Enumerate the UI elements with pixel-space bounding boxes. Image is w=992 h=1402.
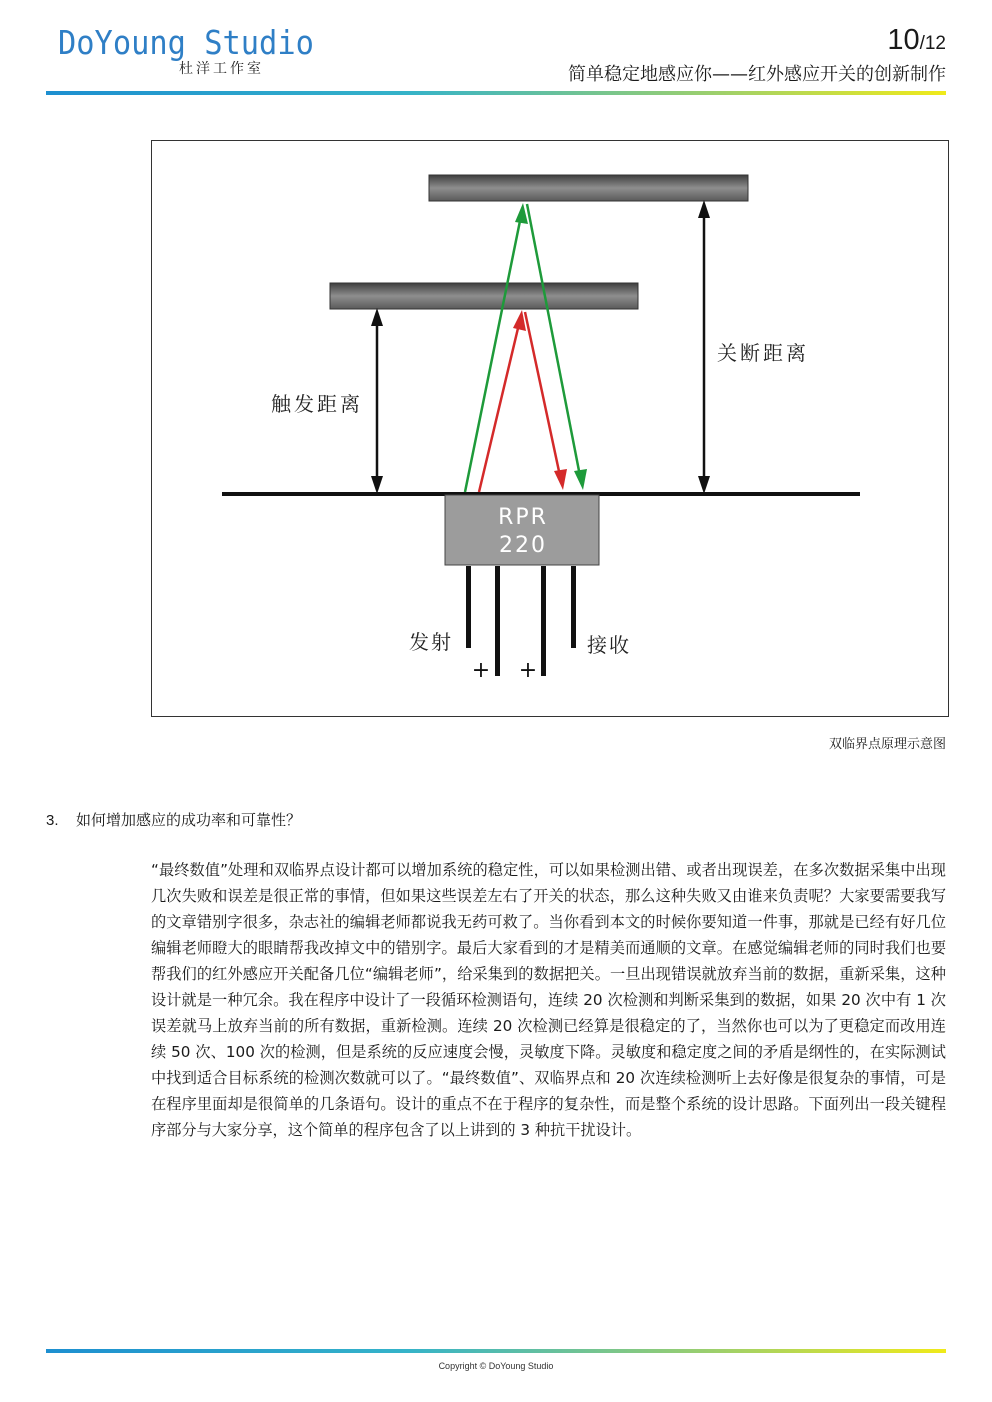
plus-sign-receive: + — [518, 658, 538, 683]
section-heading — [46, 809, 301, 830]
label-receive: 接收 — [587, 633, 631, 657]
plus-sign-emit: + — [471, 658, 491, 683]
figure-caption: 双临界点原理示意图 — [828, 737, 946, 752]
label-off-distance: 关断距离 — [717, 341, 809, 365]
document-title: 简单稳定地感应你——红外感应开关的创新制作 — [568, 64, 946, 85]
logo-wordmark: DoYoung Studio — [58, 23, 314, 62]
label-trigger-distance: 触发距离 — [271, 392, 363, 416]
far-reflector-plate — [429, 175, 748, 201]
page-current: 10 — [887, 24, 920, 56]
section-title: 如何增加感应的成功率和可靠性？ — [76, 811, 302, 829]
footer-divider — [46, 1349, 946, 1353]
near-reflector-plate — [330, 283, 638, 309]
section-number: 3. — [46, 812, 59, 829]
page-number — [887, 24, 946, 57]
studio-logo — [58, 23, 336, 77]
copyright-notice: Copyright © DoYoung Studio — [438, 1361, 554, 1371]
logo-subtitle: 杜洋工作室 — [179, 61, 264, 77]
header-divider — [46, 91, 946, 95]
sensor-label-line1: RPR — [498, 505, 548, 530]
dual-threshold-diagram — [151, 140, 949, 717]
page-total: /12 — [919, 33, 946, 54]
sensor-label-line2: 220 — [499, 533, 547, 558]
body-paragraph: “最终数值”处理和双临界点设计都可以增加系统的稳定性，可以如果检测出错、或者出现误差，在多次数据采集中出现几次失败和误差是很正常的事情，但如果这些误差左右了开关的状态，那么这种失败又由谁来负责呢？大家要需要我写的文章错别字很多，杂志社的编辑老师都说我无药可救了。当你看到本文的时候你要知道一件事，那就是已经有好几位编辑老师瞪大的眼睛帮我改掉文中的错别字。最后大家看到的才是精美而通顺的文章。在感觉编辑老师的同时我们也要帮我们的红外感应开关配备几位“编辑老师”，给采集到的数据把关。一旦出现错误就放弃当前的数据，重新采集，这种设计就是一种冗余。我在程序中设计了一段循环检测语句，连续 20 次检测和判断采集到的数据，如果 20 次中有 1 次误差就马上放弃当前的所有数据，重新检测。连续 20 次检测已经算是很稳定的了，当然你也可以为了更稳定而改用连续 50 次、100 次的检测，但是系统的反应速度会慢，灵敏度下降。灵敏度和稳定度之间的矛盾是纲性的，在实际测试中找到适合目标系统的检测次数就可以了。“最终数值”、双临界点和 20 次连续检测听上去好像是很复杂的事情，可是在程序里面却是很简单的几条语句。设计的重点不在于程序的复杂性，而是整个系统的设计思路。下面列出一段关键程序部分与大家分享，这个简单的程序包含了以上讲到的 3 种抗干扰设计。 — [151, 861, 946, 1139]
label-emit: 发射 — [409, 630, 453, 654]
